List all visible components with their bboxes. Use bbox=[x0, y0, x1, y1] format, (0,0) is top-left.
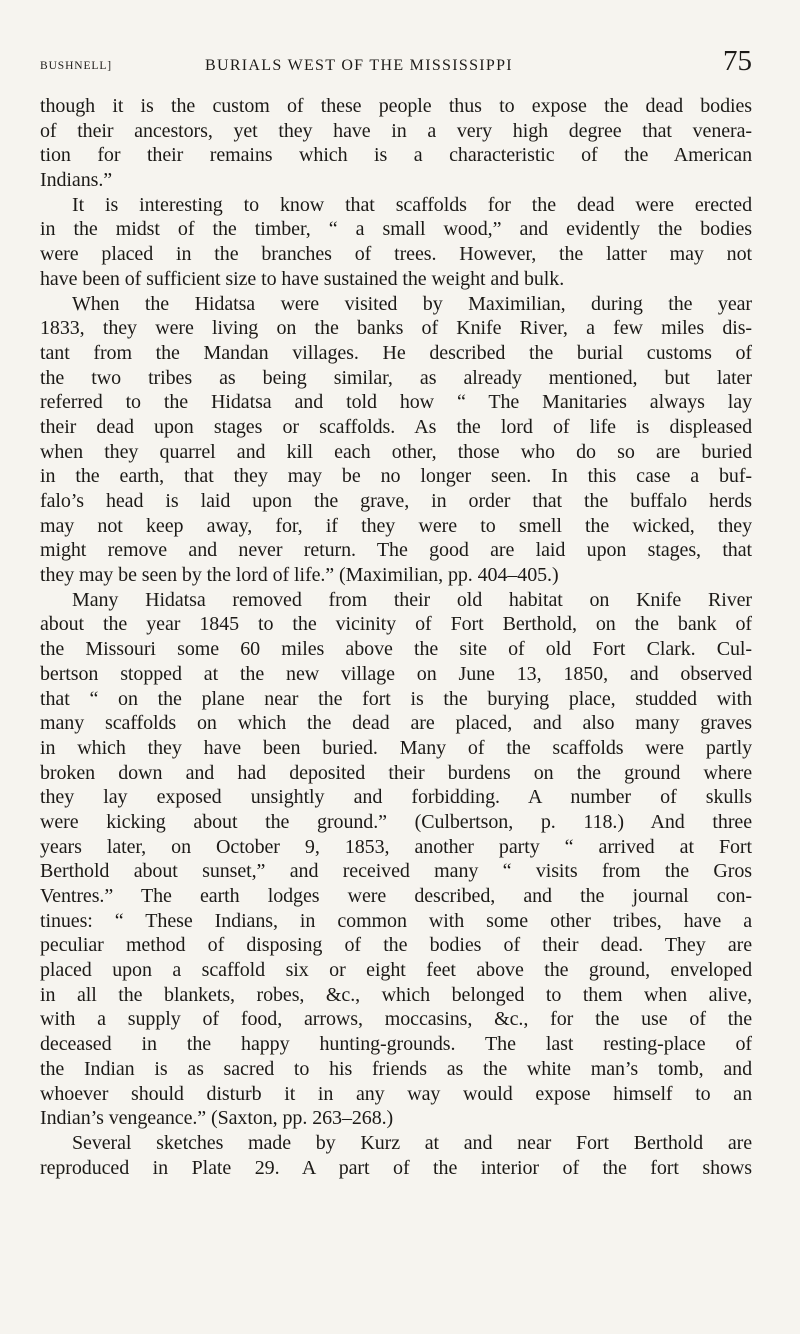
text-line: in the midst of the timber, “ a small wood,” and evidently the bodies bbox=[40, 218, 752, 241]
text-line: tinues: “ These Indians, in common with some other tribes, have a bbox=[40, 909, 752, 932]
page-number: 75 bbox=[723, 45, 752, 77]
running-header bbox=[40, 46, 752, 82]
text-line: peculiar method of disposing of the bodies of their dead. They are bbox=[40, 934, 752, 957]
text-line: tion for their remains which is a characteristic of the American bbox=[40, 144, 752, 167]
text-line: might remove and never return. The good are laid upon stages, that bbox=[40, 539, 752, 562]
text-line: were kicking about the ground.” (Culbertson, p. 118.) And three bbox=[40, 810, 752, 833]
text-line: falo’s head is laid upon the grave, in order that the buffalo herds bbox=[40, 490, 752, 512]
text-line: the Missouri some 60 miles above the site of old Fort Clark. Cul- bbox=[40, 638, 752, 661]
text-line: years later, on October 9, 1853, another party “ arrived at Fort bbox=[40, 835, 752, 858]
text-line: the Indian is as sacred to his friends as the white man’s tomb, and bbox=[40, 1057, 752, 1080]
text-line: with a supply of food, arrows, moccasins, &c., for the use of the bbox=[40, 1008, 752, 1031]
text-line: about the year 1845 to the vicinity of Fort Berthold, on the bank of bbox=[40, 613, 752, 636]
text-line: in the earth, that they may be no longer seen. In this case a buf- bbox=[40, 465, 752, 488]
paragraph-end-line: Indians.” bbox=[40, 169, 113, 192]
running-head-title: BURIALS WEST OF THE MISSISSIPPI bbox=[205, 57, 513, 74]
text-line: when they quarrel and kill each other, those who do so are buried bbox=[40, 440, 752, 463]
text-line: of their ancestors, yet they have in a very high degree that venera- bbox=[40, 119, 752, 142]
text-line: bertson stopped at the new village on June 13, 1850, and observed bbox=[40, 662, 752, 685]
text-line: in which they have been buried. Many of the scaffolds were partly bbox=[40, 736, 752, 759]
text-line: Berthold about sunset,” and received many “ visits from the Gros bbox=[40, 860, 752, 883]
text-line: Ventres.” The earth lodges were described, and the journal con- bbox=[40, 885, 752, 907]
text-line: 1833, they were living on the banks of Knife River, a few miles dis- bbox=[40, 317, 752, 340]
text-line: placed upon a scaffold six or eight feet above the ground, enveloped bbox=[40, 959, 752, 982]
paragraph-end-line: have been of sufficient size to have sustained the weight and bulk. bbox=[40, 267, 565, 290]
text-line: the two tribes as being similar, as already mentioned, but later bbox=[40, 366, 752, 389]
paragraph-start-line: It is interesting to know that scaffolds for the dead were erected bbox=[72, 193, 752, 216]
text-line: broken down and had deposited their burdens on the ground where bbox=[40, 761, 752, 784]
text-line: their dead upon stages or scaffolds. As the lord of life is displeased bbox=[40, 415, 752, 438]
text-line: though it is the custom of these people thus to expose the dead bodies bbox=[40, 95, 752, 117]
text-line: in all the blankets, robes, &c., which belonged to them when alive, bbox=[40, 983, 752, 1006]
text-line: tant from the Mandan villages. He described the burial customs of bbox=[40, 341, 752, 364]
text-line: that “ on the plane near the fort is the burying place, studded with bbox=[40, 687, 752, 710]
text-line: many scaffolds on which the dead are placed, and also many graves bbox=[40, 712, 752, 735]
body-text bbox=[40, 94, 752, 1180]
text-line: referred to the Hidatsa and told how “ The Manitaries always lay bbox=[40, 391, 752, 414]
text-line: may not keep away, for, if they were to smell the wicked, they bbox=[40, 514, 752, 537]
text-line: whoever should disturb it in any way would expose himself to an bbox=[40, 1082, 752, 1105]
text-line: were placed in the branches of trees. However, the latter may not bbox=[40, 243, 752, 266]
paragraph-start-line: Many Hidatsa removed from their old habitat on Knife River bbox=[72, 588, 752, 611]
paragraph-start-line: Several sketches made by Kurz at and near Fort Berthold are bbox=[72, 1131, 752, 1154]
paragraph-end-line: they may be seen by the lord of life.” (Maximilian, pp. 404–405.) bbox=[40, 564, 559, 587]
text-line: deceased in the happy hunting-grounds. The last resting-place of bbox=[40, 1033, 752, 1056]
paragraph-end-line: Indian’s vengeance.” (Saxton, pp. 263–268.) bbox=[40, 1107, 394, 1130]
text-line: they lay exposed unsightly and forbidding. A number of skulls bbox=[40, 786, 752, 809]
text-line: reproduced in Plate 29. A part of the interior of the fort shows bbox=[40, 1156, 752, 1179]
running-head-author: BUSHNELL] bbox=[40, 60, 112, 72]
paragraph-start-line: When the Hidatsa were visited by Maximilian, during the year bbox=[72, 292, 752, 315]
